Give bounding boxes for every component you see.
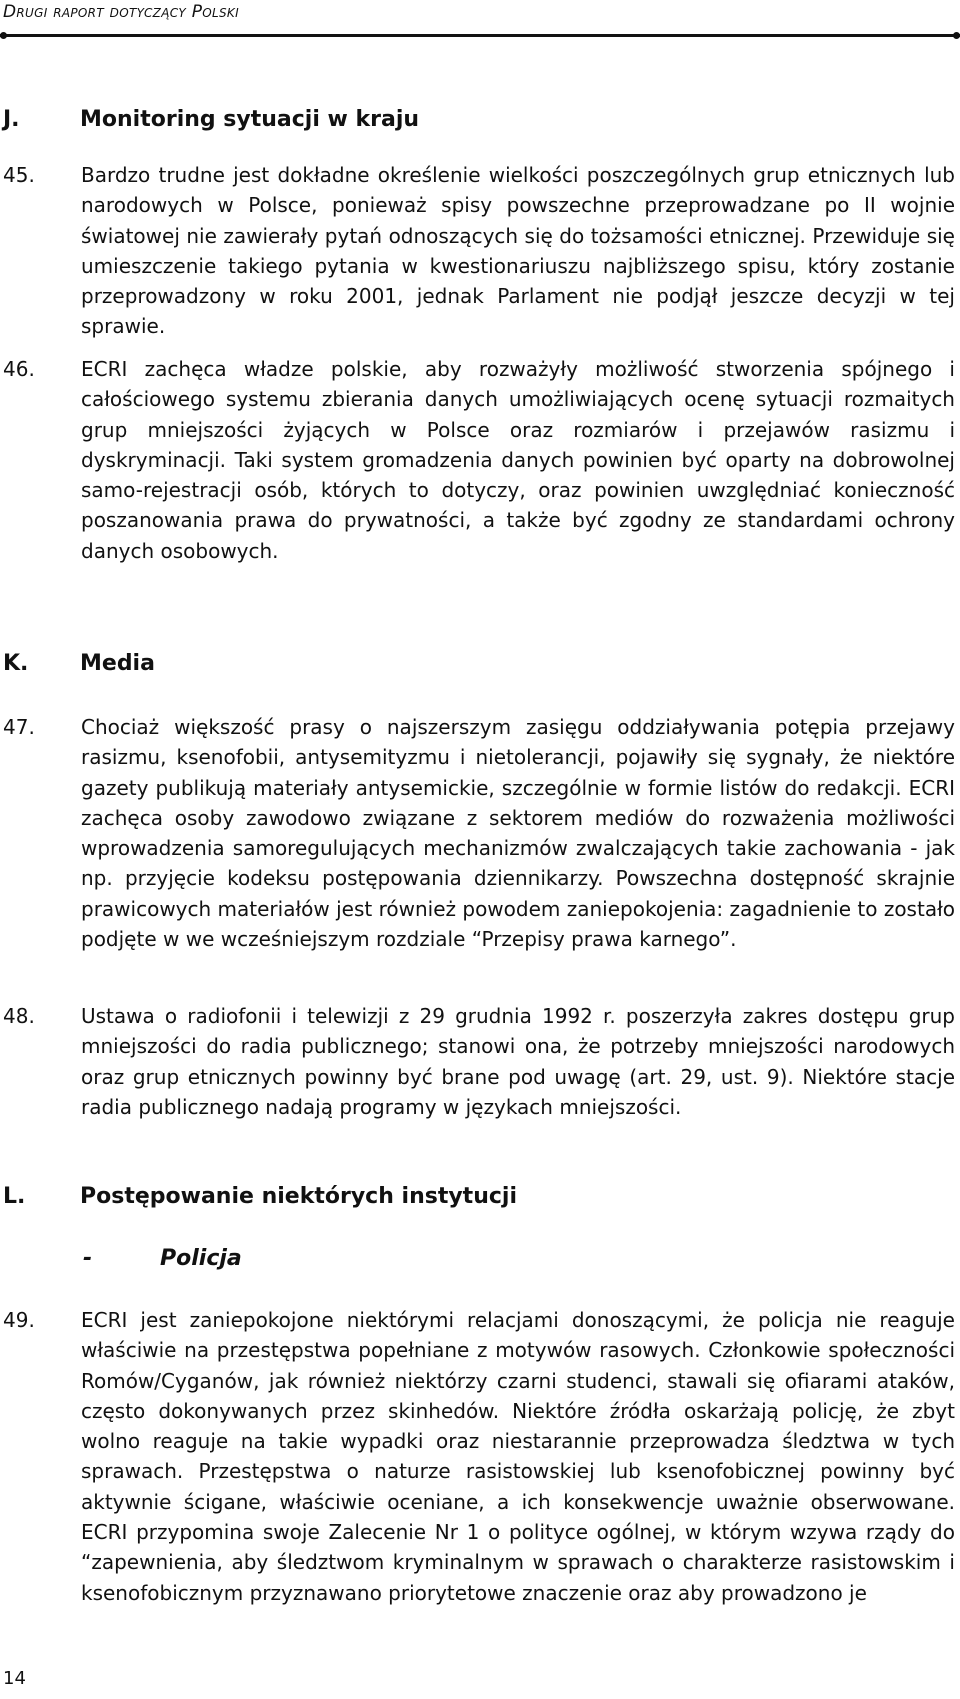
paragraph-text: ECRI jest zaniepokojone niektórymi relacjami donoszącymi, że policja nie reaguje właściwie na przestępstwa popełniane z motywów rasowych. Członkowie społeczności Romów/Cyganów, jak również niektórzy czarni studenci, stawali się ofiarami ataków, często dokonywanych przez skinhedów. Niektóre źródła oskarżają policję, że zbyt wolno reaguje na takie wypadki oraz niestarannie przeprowadza śledztwa w tych sprawach. Przestępstwa o naturze rasistowskiej lub ksenofobicznej powinny być aktywnie ścigane, właściwie oceniane, a ich konsekwencje uważnie obserwowane. ECRI przypomina swoje Zalecenie Nr 1 o polityce ogólnej, w którym wzywa rządy do “zapewnienia, aby śledztwom kryminalnym w sprawach o charakterze rasistowskim i ksenofobicznym przyznawano priorytetowe znaczenie oraz aby prowadzono je: [81, 1308, 955, 1605]
section-heading-j: [3, 107, 419, 132]
paragraph-48: [3, 1001, 955, 1122]
paragraph-45: [3, 160, 955, 342]
sub-heading-policja: [83, 1246, 242, 1271]
section-title: Postępowanie niektórych instytucji: [80, 1184, 517, 1209]
header-rule: [0, 34, 960, 37]
section-letter: L.: [3, 1184, 26, 1209]
sub-heading-dash: -: [83, 1246, 93, 1271]
paragraph-number: 47.: [3, 715, 35, 739]
section-title: Monitoring sytuacji w kraju: [80, 107, 420, 132]
paragraph-49: [3, 1305, 955, 1608]
paragraph-text: Bardzo trudne jest dokładne określenie wielkości poszczególnych grup etnicznych lub narodowych w Polsce, ponieważ spisy powszechne przeprowadzane po II wojnie światowej nie zawierały pytań odnoszących się do tożsamości etnicznej. Przewiduje się umieszczenie takiego pytania w kwestionariuszu najbliższego spisu, który zostanie przeprowadzony w roku 2001, jednak Parlament nie podjął jeszcze decyzji w tej sprawie.: [81, 163, 955, 339]
section-heading-l: [3, 1184, 517, 1209]
paragraph-text: ECRI zachęca władze polskie, aby rozważyły możliwość stworzenia spójnego i całościowego systemu zbierania danych umożliwiających ocenę sytuacji rozmaitych grup mniejszości żyjących w Polsce oraz rozmiarów i przejawów rasizmu i dyskryminacji. Taki system gromadzenia danych powinien być oparty na dobrowolnej samo-rejestracji osób, których to dotyczy, oraz powinien uwzględniać konieczność poszanowania prawa do prywatności, a także być zgodny ze standardami ochrony danych osobowych.: [81, 357, 955, 563]
paragraph-number: 46.: [3, 357, 35, 381]
paragraph-47: [3, 712, 955, 954]
section-letter: J.: [3, 107, 20, 132]
sub-heading-title: Policja: [160, 1246, 242, 1271]
section-heading-k: [3, 651, 155, 676]
paragraph-number: 48.: [3, 1004, 35, 1028]
section-letter: K.: [3, 651, 29, 676]
page-number: 14: [3, 1668, 26, 1689]
paragraph-46: [3, 354, 955, 566]
paragraph-number: 49.: [3, 1308, 35, 1332]
paragraph-text: Ustawa o radiofonii i telewizji z 29 grudnia 1992 r. poszerzyła zakres dostępu grup mniejszości do radia publicznego; stanowi ona, że potrzeby mniejszości narodowych oraz grup etnicznych powinny być brane pod uwagę (art. 29, ust. 9). Niektóre stacje radia publicznego nadają programy w językach mniejszości.: [81, 1004, 955, 1119]
paragraph-text: Chociaż większość prasy o najszerszym zasięgu oddziaływania potępia przejawy rasizmu, ksenofobii, antysemityzmu i nietolerancji, pojawiły się sygnały, że niektóre gazety publikują materiały antysemickie, szczególnie w formie listów do redakcji. ECRI zachęca osoby zawodowo związane z sektorem mediów do rozważenia możliwości wprowadzenia samoregulujących mechanizmów zwalczających takie zachowania - jak np. przyjęcie kodeksu postępowania dziennikarzy. Powszechna dostępność skrajnie prawicowych materiałów jest również powodem zaniepokojenia: zagadnienie to zostało podjęte w we wcześniejszym rozdziale “Przepisy prawa karnego”.: [81, 715, 955, 952]
paragraph-number: 45.: [3, 163, 35, 187]
section-title: Media: [80, 651, 155, 676]
running-header: Drugi raport dotyczący Polski: [3, 2, 239, 22]
